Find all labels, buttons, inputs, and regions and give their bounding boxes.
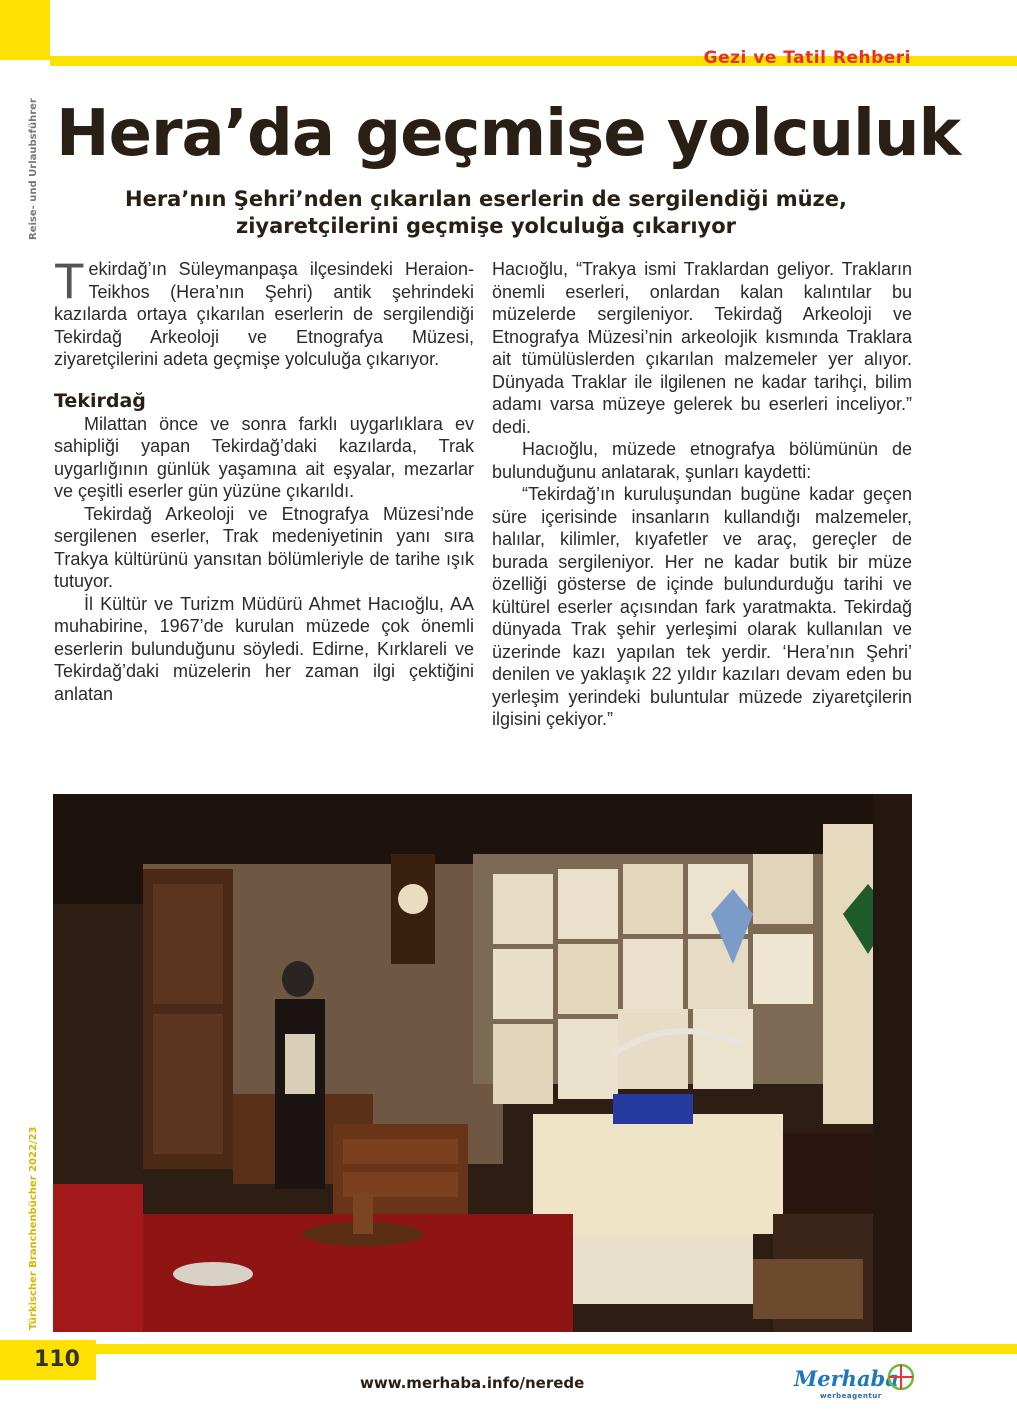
page-number: 110 [0,1340,96,1380]
intro-paragraph: Tekirdağ’ın Süleymanpaşa ilçesindeki Heraion-Teikhos (Hera’nın Şehri) antik şehrindeki kazılarda ortaya çıkarılan eserlerin de sergilendiği Tekirdağ Arkeoloji ve Etnografya Müzesi, ziyaretçilerini adeta geçmişe yolculuğa çıkarıyor. [54,253,474,369]
article-title: Hera’da geçmişe yolculuk [56,97,961,171]
paragraph: Hacıoğlu, müzede etnografya bölümünün de bulunduğunu anlatarak, şunları kaydetti: [492,439,912,482]
globe-icon [886,1362,916,1392]
text-column-right [492,258,912,731]
article-subtitle: Hera’nın Şehri’nden çıkarılan eserlerin de sergilendiği müze, ziyaretçilerini geçmişe yolculuğa çıkarıyor [125,187,847,238]
paragraph: “Tekirdağ’ın kuruluşundan bugüne kadar geçen süre içerisinde insanların kullandığı malzemeler, halılar, kilimler, kıyafetler ve araç, gereçler de burada sergileniyor. Her ne kadar butik bir müze özelliği gösterse de içinde bulundurduğu tarihi ve kültürel eserler açısından fark yaratmakta. Tekirdağ dünyada Trak şehir yerleşimi olarak kullanılan ve üzerinde kazı yapılan tek yerdir. ‘Hera’nın Şehri’ denilen ve yaklaşık 22 yıldır kazıları devam eden bu yerleşim yerindeki buluntular müzede ziyaretçilerin ilgisini çekiyor.” [492,484,912,729]
museum-room-illustration [53,794,912,1332]
logo-subtitle: werbeagentur [820,1392,882,1400]
subheading-tekirdag: Tekirdağ [54,389,146,412]
logo-wordmark: Merhaba [794,1366,899,1391]
top-corner-bar [0,0,50,60]
section-tag: Gezi ve Tatil Rehberi [703,48,911,68]
side-label-bottom: Türkischer Branchenbücher 2022/23 [28,1126,39,1330]
side-label-top: Reise- und Urlaubsführer [28,98,39,240]
museum-photo [53,794,912,1332]
paragraph: Hacıoğlu, “Trakya ismi Traklardan geliyor. Trakların önemli eserleri, onlardan kalan kalıntılar bu müzelerde sergileniyor. Tekirdağ Arkeoloji ve Etnografya Müzesi’nin arkeolojik kısmında Traklara ait tümülüslerden çıkarılan malzemeler yer alıyor. Dünyada Traklar ile ilgilenen ne kadar tarihçi, bilim adamı varsa müzeye gelerek bu eserleri inceliyor.” dedi. [492,259,912,437]
paragraph: Tekirdağ Arkeoloji ve Etnografya Müzesi’nde sergilenen eserler, Trak medeniyetinin yanı sıra Trakya kültürünü yansıtan bölümleriyle de tarihe ışık tutuyor. [54,503,474,591]
merhaba-logo [790,1362,920,1408]
text-column-left [54,253,474,705]
footer-url-link[interactable]: www.merhaba.info/nerede [360,1374,585,1392]
paragraph: İl Kültür ve Turizm Müdürü Ahmet Hacıoğlu, AA muhabirine, 1967’de kurulan müzede çok önemli eserlerin bulunduğunu söyledi. Edirne, Kırklareli ve Tekirdağ’daki müzelerin her zaman ilgi çektiğini anlatan [54,593,474,704]
bottom-rule [50,1344,1017,1354]
paragraph: Milattan önce ve sonra farklı uygarlıklara ev sahipliği yapan Tekirdağ’daki kazılarda, Trak uygarlığının günlük yaşamına ait eşyalar, mezarlar ve çeşitli eserler gün yüzüne çıkarıldı. [54,413,474,501]
